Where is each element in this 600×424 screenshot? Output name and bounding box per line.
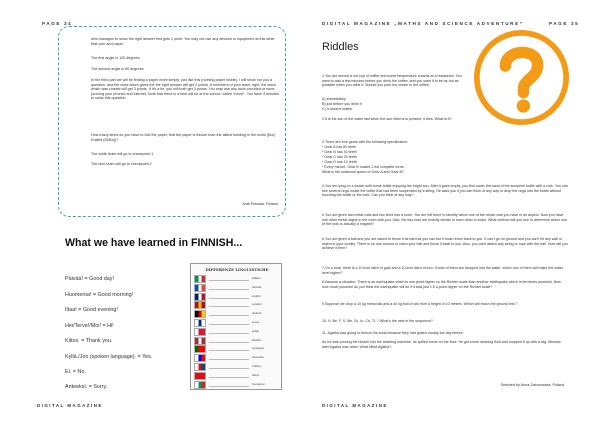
riddle-text: 4.You are lying on a beach with some bottle enjoying the bright sun. After it goes empty, you find under the sand of the sunshine bottle with a cork. You can see several rings inside the bottle that has been suspended by a string. He asks you if you can think of any way to drop the rings into the bottle without touching the bottle or the cork. Can you think of any way? <box>322 184 568 197</box>
flag-language-label: latviešu <box>252 338 262 342</box>
flag-divider <box>209 298 249 299</box>
riddles-title: Riddles <box>322 41 359 53</box>
riddles-signature: Selected by Anna Zaborowska, Poland <box>500 383 564 387</box>
story-paragraph: The first angle is 120 degrees. <box>91 56 141 60</box>
flag-divider <box>209 280 249 281</box>
riddle-text: 8.Assume a situation: There is an earthquake which is one point higher on the Richter scale than another earthquake which is ten times powerful. Now how much powerful do you think the earthquake will be if it was just 1.5 a point higher on the Richter scale? <box>322 280 561 289</box>
flag-divider <box>209 289 249 290</box>
finnish-section-title: What we have learned in FINNISH... <box>65 237 243 249</box>
finnish-phrase: Anteeksi. = Sorry. <box>65 384 108 390</box>
flag-row <box>194 345 280 354</box>
riddle-text: 9.Suppose we drop a 10 kg metal ball and a 40 kg ball of silk from a height of 10 meters. Which will reach the ground first ? <box>322 302 518 306</box>
riddle-text: * Every minute, Gear B makes 1 full complete turns. <box>322 165 405 169</box>
story-paragraph: The second angle is 60 degrees. <box>91 67 145 71</box>
riddle-text: 5.You are given two metal rods and two lines into a room. You are left there to identify which one of the metal rods you have in an aspect. Now you have one other metal object in the room with you. Also, the two rods are exactly similar to each other in looks. What method will you use to determine which one of the rods is actually a magnet? <box>322 213 568 226</box>
footer-right: DIGITAL MAGAZINE <box>322 403 388 408</box>
riddle-text: 1.You are served a hot cup of coffee and some tempertaure creams at a restaurant. You want to wait a few minutes before you drink the coffee, and you want it to be as hot as possible when you drink it. Should you pour the cream in the coffee: <box>322 74 462 87</box>
story-box <box>58 26 286 217</box>
flag-divider <box>209 306 249 307</box>
riddle-text: 3.There are four gears with the following specification: <box>322 140 408 144</box>
flag-divider <box>209 368 249 369</box>
flag-divider <box>209 333 249 334</box>
story-paragraph: In the third part we will be finding a paper more simply: just like this (nothing paper inside). I will show not you a question, and the ones which gives me the right answer will get 2 points. If members of your team, right, the team which was closest will get 3 points. If it's a tie, you will both get 3 points. You may use any tools provided or none. (scoring your phones and internet. Note that there is a time will be at the school, called “never”. You have 3 minutes to solve this question. <box>91 78 279 101</box>
riddle-text: 11. Agatha was going to brunch his soda because they had gotten muddy the day before. <box>322 331 464 335</box>
story-paragraph: The white team will go to checkpoint 1 <box>91 152 154 156</box>
magazine-title-header: DIGITAL MAGAZINE „MATHS AND SCIENCE ADVENTURE” <box>322 21 524 26</box>
flag-divider <box>209 359 249 360</box>
riddle-text: 10. H, Be, F, S, Mn, Sc, In, Cd, Tl, ? What's the next in the sequence? <box>322 319 433 323</box>
flag-divider <box>209 342 249 343</box>
country-flag-icon <box>194 319 206 327</box>
flag-row <box>194 293 280 302</box>
flag-row <box>194 301 280 310</box>
flag-language-label: deutsch <box>252 312 262 316</box>
flags-panel-title: DIFFERENZE LINGUISTICHE <box>205 267 269 272</box>
flag-divider <box>209 315 249 316</box>
language-flags-panel <box>190 263 282 390</box>
flag-language-label: francais <box>252 285 262 289</box>
riddle-text: As he was pouring the bleach into the washing machine, he spilled some on the floor. He got some cleaning fluid and mopped it up with a rag. Minutes later Agatha was dead. What killed Agatha? <box>322 340 561 349</box>
flag-row <box>194 381 280 390</box>
country-flag-icon <box>194 275 206 283</box>
flag-row <box>194 319 280 328</box>
finnish-phrase: Päivää! = Good day! <box>65 276 114 282</box>
riddle-text: A) immediately <box>322 97 346 101</box>
riddle-text: 2.If is the sun of the water last when the sun returns to present, it dies. What is it? <box>322 117 452 121</box>
footer-left: DIGITAL MAGAZINE <box>37 403 103 408</box>
page-number-right: PAGE 35 <box>549 21 580 26</box>
story-paragraph: How many times do you have to fold the paper, that the paper is thicker than the tallest building in the world (Burj Khalifa (828m))? <box>91 133 275 142</box>
flag-row <box>194 337 280 346</box>
riddle-text: * Gear A has 60 teeth <box>322 145 357 149</box>
flag-divider <box>209 386 249 387</box>
riddle-text: 6.You are given a ball and you are asked to throw it as hard as you can but it must return back to you. It can't go on ground and you can't hit any wall or object in your vicinity. There is no one around to catch your ball and throw it back to you. Also, you can't attach any string or rope with the ball. How will you achieve it then? <box>322 237 568 250</box>
riddle-text: What is the rotational speed of Gear A and Gear B? <box>322 170 404 174</box>
country-flag-icon <box>194 284 206 292</box>
flag-language-label: türkçe <box>252 373 260 377</box>
flag-language-label: čeština <box>252 365 261 368</box>
flag-row <box>194 275 280 284</box>
story-paragraph: who manages to show the right answer first gets 1 point. You may not use any devices or equipment at this other than pen and paper. <box>91 37 275 46</box>
flag-language-label: polski <box>252 329 259 333</box>
story-signature: Antti Pekkala, Finland <box>242 202 278 206</box>
flag-language-label: english <box>252 294 261 298</box>
flag-row <box>194 284 280 293</box>
page-number-left: PAGE 34 <box>42 21 73 26</box>
finnish-phrase: Hei/Terve!/Moi! = Hi! <box>65 323 114 329</box>
flag-row <box>194 328 280 337</box>
country-flag-icon <box>194 328 206 336</box>
flag-row <box>194 363 280 372</box>
flag-row <box>194 354 280 363</box>
finnish-phrase: Ei. = No. <box>65 369 86 375</box>
country-flag-icon <box>194 345 206 353</box>
riddle-text: C) It doesn't matter <box>322 107 353 111</box>
country-flag-icon <box>194 363 206 371</box>
country-flag-icon <box>194 301 206 309</box>
flag-language-label: български <box>252 382 265 386</box>
flag-row <box>194 372 280 381</box>
country-flag-icon <box>194 372 206 380</box>
flag-language-label: suomi <box>252 321 260 324</box>
finnish-phrase: Huomenta! = Good morning! <box>65 292 134 298</box>
riddle-text: * Gear B has 40 teeth <box>322 150 357 154</box>
country-flag-icon <box>194 337 206 345</box>
country-flag-icon <box>194 354 206 362</box>
flag-language-label: italiano <box>252 277 261 280</box>
flag-language-label: español <box>252 303 262 307</box>
flag-language-label: português <box>252 347 264 351</box>
riddle-text: * Gear D has 10 teeth <box>322 160 357 164</box>
finnish-phrase: Iltaa! = Good evening! <box>65 307 118 313</box>
story-paragraph: The blue team will go to checkpoint 2 <box>91 162 152 166</box>
country-flag-icon <box>194 310 206 318</box>
finnish-phrase: Kiitos. = Thank you. <box>65 338 113 344</box>
flag-language-label: slovensko <box>252 356 264 360</box>
flag-row <box>194 310 280 319</box>
flag-divider <box>209 324 249 325</box>
country-flag-icon <box>194 381 206 389</box>
flag-divider <box>209 377 249 378</box>
riddle-text: B) just before you drink it <box>322 102 362 106</box>
country-flag-icon <box>194 293 206 301</box>
flag-divider <box>209 350 249 351</box>
finnish-phrase: Kyllä./Joo (spoken language). = Yes. <box>65 354 153 360</box>
riddle-text: 7.On a boat, there is a 10 inch latch of gold and a 10 inch latch of iron. If both of them are dropped into the water, which one of them will make the water level higher? <box>322 266 564 275</box>
riddle-text: * Gear C has 20 teeth <box>322 155 357 159</box>
